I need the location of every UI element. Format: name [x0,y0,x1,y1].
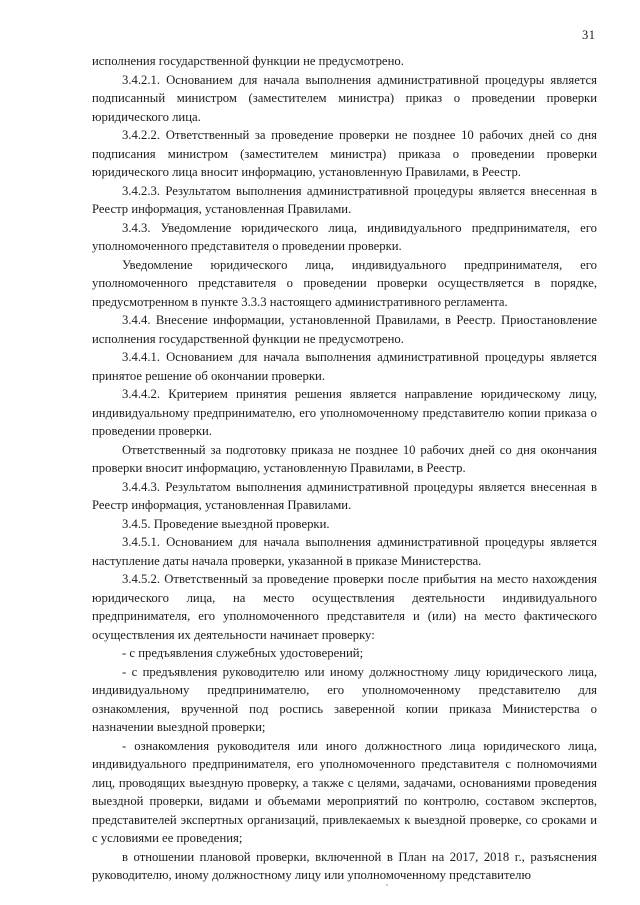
paragraph-3-4-2-2: 3.4.2.2. Ответственный за проведение проверки не позднее 10 рабочих дней со дня подписания министром (заместителем министра) приказа о проведении проверки юридического лица вносит информацию, установленную Правилами, в Реестр. [92,128,597,179]
page-number: 31 [582,28,596,42]
list-item-credentials: - с предъявления служебных удостоверений; [122,646,364,660]
paragraph-3-4-5: 3.4.5. Проведение выездной проверки. [122,516,330,531]
scan-speck [386,884,388,886]
paragraph-3-4-4-2: 3.4.4.2. Критерием принятия решения является направление юридическому лицу, индивидуальному предпринимателю, его уполномоченному представителю копии приказа о проведении проверки. [92,387,597,438]
list-item-familiarization: - ознакомления руководителя или иного должностного лица юридического лица, индивидуального предпринимателя, его уполномоченного представителя с полномочиями лиц, проводящих выездную проверку, а также с целями, задачами, основаниями проведения выездной проверки, видами и объемами мероприятий по контролю, составом экспертов, представителей экспертных организаций, привлекаемых к выездной проверке, со сроками и с условиями ее проведения; [92,738,597,845]
paragraph-3-4-5-1: 3.4.5.1. Основанием для начала выполнения административной процедуры является наступление даты начала проверки, указанной в приказе Министерства. [92,535,597,568]
list-item-order-copy: - с предъявления руководителю или иному должностному лицу юридического лица, индивидуальному предпринимателю, его уполномоченному представителю для ознакомления, врученной под роспись заверенной копии приказа Министерства о назначении выездной проверки; [92,664,597,734]
document-body [92,52,597,885]
paragraph-continuation: исполнения государственной функции не предусмотрено. [92,54,404,68]
paragraph-3-4-2-3: 3.4.2.3. Результатом выполнения административной процедуры является внесенная в Реестр информация, установленная Правилами. [92,183,597,216]
paragraph-3-4-3: 3.4.3. Уведомление юридического лица, индивидуального предпринимателя, его уполномоченного представителя о проведении проверки. [92,220,597,253]
paragraph-responsible: Ответственный за подготовку приказа не позднее 10 рабочих дней со дня окончания проверки вносит информацию, установленную Правилами, в Реестр. [92,442,597,475]
paragraph-planned-inspection: в отношении плановой проверки, включенной в План на 2017, 2018 г., разъяснения руководителю, иному должностному лицу или уполномоченному представителю [92,849,597,882]
paragraph-3-4-4-3: 3.4.4.3. Результатом выполнения административной процедуры является внесенная в Реестр информация, установленная Правилами. [92,479,597,512]
paragraph-3-4-4: 3.4.4. Внесение информации, установленной Правилами, в Реестр. Приостановление исполнения государственной функции не предусмотрено. [92,313,597,346]
paragraph-3-4-5-2: 3.4.5.2. Ответственный за проведение проверки после прибытия на место нахождения юридического лица, на место осуществления деятельности индивидуального предпринимателя, его уполномоченного представителя и (или) на место фактического осуществления их деятельности начинает проверку: [92,572,597,642]
paragraph-3-4-4-1: 3.4.4.1. Основанием для начала выполнения административной процедуры является принятое решение об окончании проверки. [92,350,597,383]
paragraph-notification: Уведомление юридического лица, индивидуального предпринимателя, его уполномоченного представителя о проведении проверки осуществляется в порядке, предусмотренном в пункте 3.3.3 настоящего административного регламента. [92,257,597,309]
paragraph-3-4-2-1: 3.4.2.1. Основанием для начала выполнения административной процедуры является подписанный министром (заместителем министра) приказ о проведении проверки юридического лица. [92,72,597,124]
